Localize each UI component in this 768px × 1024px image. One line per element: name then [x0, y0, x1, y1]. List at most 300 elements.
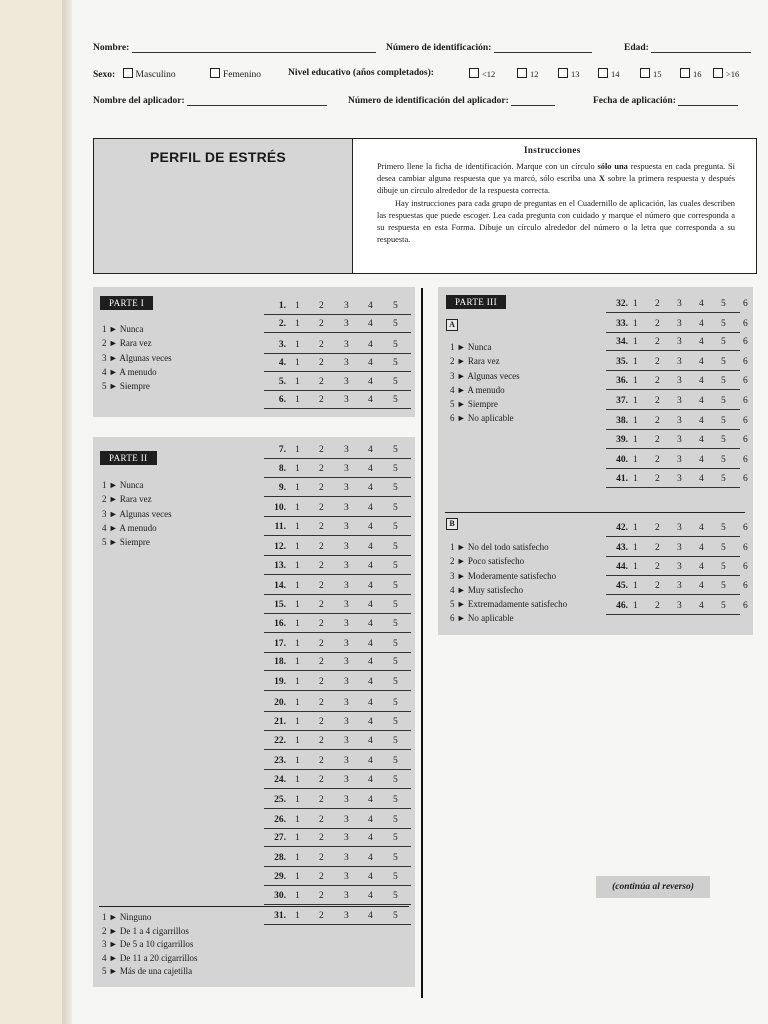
answer-option[interactable]: 5 [393, 377, 398, 387]
parte-3-badge: PARTE III [446, 295, 506, 309]
answer-option[interactable]: 1 [633, 376, 638, 386]
answer-option[interactable]: 1 [295, 698, 300, 708]
answer-option[interactable]: 1 [295, 319, 300, 329]
answer-option[interactable]: 1 [295, 815, 300, 825]
answer-option[interactable]: 3 [344, 340, 349, 350]
num-aplicador-field[interactable] [511, 95, 555, 106]
answer-option[interactable]: 2 [319, 677, 324, 687]
answer-option[interactable]: 2 [655, 581, 660, 591]
answer-option[interactable]: 5 [393, 756, 398, 766]
answer-option[interactable]: 4 [368, 677, 373, 687]
answer-option[interactable]: 1 [295, 377, 300, 387]
answer-option[interactable]: 3 [677, 299, 682, 309]
answer-option[interactable]: 2 [319, 377, 324, 387]
answer-option[interactable]: 4 [368, 483, 373, 493]
answer-option[interactable]: 5 [393, 619, 398, 629]
answer-option[interactable]: 4 [699, 337, 704, 347]
answer-option[interactable]: 4 [368, 319, 373, 329]
femenino-checkbox[interactable] [210, 68, 220, 78]
answer-option[interactable]: 3 [344, 358, 349, 368]
answer-option[interactable]: 4 [368, 395, 373, 405]
answer-option[interactable]: 1 [633, 601, 638, 611]
answer-option[interactable]: 3 [344, 775, 349, 785]
edu-checkbox[interactable] [517, 68, 527, 78]
masculino-checkbox[interactable] [123, 68, 133, 78]
answer-option[interactable]: 5 [721, 337, 726, 347]
answer-row [606, 413, 748, 430]
answer-option[interactable]: 1 [295, 301, 300, 311]
answer-option[interactable]: 6 [743, 581, 748, 591]
answer-option[interactable]: 1 [633, 455, 638, 465]
answer-option[interactable]: 3 [344, 736, 349, 746]
answer-option[interactable]: 6 [743, 474, 748, 484]
answer-option[interactable]: 5 [393, 340, 398, 350]
answer-option[interactable]: 2 [655, 601, 660, 611]
answer-option[interactable]: 5 [393, 319, 398, 329]
answer-option[interactable]: 5 [393, 717, 398, 727]
answer-option[interactable]: 3 [344, 815, 349, 825]
answer-option[interactable]: 4 [368, 717, 373, 727]
answer-option[interactable]: 4 [368, 377, 373, 387]
answer-option[interactable]: 1 [633, 581, 638, 591]
item-number: 29. [274, 872, 286, 882]
answer-option[interactable]: 3 [344, 657, 349, 667]
answer-option[interactable]: 5 [721, 416, 726, 426]
answer-option[interactable]: 6 [743, 543, 748, 553]
answer-option[interactable]: 2 [319, 853, 324, 863]
answer-option[interactable]: 2 [319, 795, 324, 805]
answer-option[interactable]: 5 [721, 581, 726, 591]
answer-option[interactable]: 3 [677, 357, 682, 367]
answer-option[interactable]: 4 [368, 445, 373, 455]
answer-option[interactable]: 5 [721, 396, 726, 406]
answer-row [264, 539, 411, 556]
edu-checkbox[interactable] [680, 68, 690, 78]
answer-option[interactable]: 4 [368, 581, 373, 591]
parte-1-legend: 1 ► Nunca 2 ► Rara vez 3 ► Algunas veces 4 ► A menudo 5 ► Siempre [102, 324, 172, 392]
answer-option[interactable]: 5 [721, 523, 726, 533]
answer-option[interactable]: 5 [393, 657, 398, 667]
answer-option[interactable]: 4 [368, 522, 373, 532]
answer-option[interactable]: 5 [393, 503, 398, 513]
answer-row [264, 695, 411, 712]
answer-option[interactable]: 1 [633, 299, 638, 309]
answer-option[interactable]: 4 [699, 376, 704, 386]
answer-option[interactable]: 1 [633, 474, 638, 484]
answer-option[interactable]: 2 [319, 756, 324, 766]
item-number: 4. [278, 358, 286, 368]
edu-option-gt16[interactable]: >16 [713, 68, 739, 79]
answer-option[interactable]: 1 [633, 523, 638, 533]
answer-option[interactable]: 4 [368, 464, 373, 474]
answer-option[interactable]: 4 [699, 319, 704, 329]
answer-option[interactable]: 1 [633, 337, 638, 347]
answer-option[interactable]: 5 [721, 543, 726, 553]
answer-option[interactable]: 2 [655, 523, 660, 533]
answer-option[interactable]: 3 [344, 445, 349, 455]
answer-option[interactable]: 5 [393, 833, 398, 843]
answer-option[interactable]: 3 [344, 301, 349, 311]
answer-option[interactable]: 6 [743, 562, 748, 572]
item-number: 25. [274, 795, 286, 805]
answer-option[interactable]: 4 [368, 358, 373, 368]
answer-option[interactable]: 5 [393, 775, 398, 785]
edu-option-lt12[interactable]: <12 [469, 68, 495, 79]
answer-option[interactable]: 2 [655, 543, 660, 553]
answer-option[interactable]: 5 [393, 581, 398, 591]
answer-option[interactable]: 2 [319, 891, 324, 901]
answer-option[interactable]: 2 [319, 358, 324, 368]
answer-option[interactable]: 5 [393, 872, 398, 882]
item-number: 11. [274, 522, 286, 532]
answer-option[interactable]: 1 [295, 581, 300, 591]
answer-option[interactable]: 5 [393, 542, 398, 552]
answer-option[interactable]: 1 [295, 464, 300, 474]
answer-option[interactable]: 6 [743, 396, 748, 406]
answer-option[interactable]: 2 [319, 657, 324, 667]
answer-option[interactable]: 5 [393, 522, 398, 532]
answer-option[interactable]: 2 [319, 395, 324, 405]
answer-option[interactable]: 3 [677, 474, 682, 484]
answer-option[interactable]: 3 [344, 756, 349, 766]
answer-option[interactable]: 4 [699, 523, 704, 533]
answer-option[interactable]: 2 [655, 562, 660, 572]
answer-option[interactable]: 1 [295, 717, 300, 727]
answer-option[interactable]: 3 [344, 677, 349, 687]
answer-option[interactable]: 1 [295, 445, 300, 455]
answer-option[interactable]: 6 [743, 435, 748, 445]
answer-option[interactable]: 4 [368, 698, 373, 708]
answer-option[interactable]: 3 [344, 833, 349, 843]
answer-option[interactable]: 2 [655, 474, 660, 484]
answer-option[interactable]: 2 [319, 775, 324, 785]
answer-row [264, 480, 411, 497]
answer-option[interactable]: 4 [368, 775, 373, 785]
answer-row [606, 354, 748, 371]
edu-checkbox[interactable] [640, 68, 650, 78]
answer-option[interactable]: 4 [368, 619, 373, 629]
answer-option[interactable]: 1 [295, 891, 300, 901]
answer-option[interactable]: 3 [344, 872, 349, 882]
answer-option[interactable]: 1 [295, 872, 300, 882]
answer-option[interactable]: 2 [319, 736, 324, 746]
answer-option[interactable]: 5 [393, 853, 398, 863]
answer-option[interactable]: 5 [721, 562, 726, 572]
answer-option[interactable]: 2 [319, 301, 324, 311]
answer-option[interactable]: 4 [368, 657, 373, 667]
answer-option[interactable]: 3 [344, 911, 349, 921]
answer-option[interactable]: 4 [368, 833, 373, 843]
answer-option[interactable]: 4 [368, 600, 373, 610]
answer-option[interactable]: 3 [344, 619, 349, 629]
answer-option[interactable]: 3 [344, 542, 349, 552]
answer-option[interactable]: 5 [393, 795, 398, 805]
answer-option[interactable]: 5 [393, 600, 398, 610]
answer-option[interactable]: 5 [721, 299, 726, 309]
answer-option[interactable]: 2 [319, 503, 324, 513]
answer-option[interactable]: 5 [393, 639, 398, 649]
answer-option[interactable]: 3 [344, 522, 349, 532]
answer-option[interactable]: 3 [344, 853, 349, 863]
answer-option[interactable]: 2 [319, 600, 324, 610]
answer-option[interactable]: 5 [721, 455, 726, 465]
item-number: 41. [616, 474, 628, 484]
answer-option[interactable]: 4 [699, 543, 704, 553]
answer-option[interactable]: 2 [319, 319, 324, 329]
aplicador-field[interactable] [187, 95, 327, 106]
fecha-field[interactable] [678, 95, 738, 106]
answer-option[interactable]: 1 [295, 619, 300, 629]
answer-option[interactable]: 1 [295, 756, 300, 766]
answer-option[interactable]: 3 [344, 698, 349, 708]
answer-option[interactable]: 6 [743, 523, 748, 533]
answer-option[interactable]: 3 [677, 396, 682, 406]
item-number: 45. [616, 581, 628, 591]
answer-option[interactable]: 3 [677, 581, 682, 591]
answer-option[interactable]: 2 [655, 435, 660, 445]
answer-option[interactable]: 5 [721, 435, 726, 445]
answer-option[interactable]: 4 [699, 396, 704, 406]
answer-option[interactable]: 3 [344, 503, 349, 513]
answer-option[interactable]: 5 [393, 911, 398, 921]
answer-row [264, 908, 411, 925]
answer-option[interactable]: 1 [633, 562, 638, 572]
answer-option[interactable]: 4 [368, 639, 373, 649]
answer-option[interactable]: 1 [295, 736, 300, 746]
answer-option[interactable]: 3 [677, 435, 682, 445]
edu-checkbox[interactable] [713, 68, 723, 78]
answer-option[interactable]: 5 [393, 358, 398, 368]
answer-row [264, 830, 411, 847]
answer-option[interactable]: 5 [393, 736, 398, 746]
answer-option[interactable]: 4 [368, 756, 373, 766]
answer-option[interactable]: 1 [633, 543, 638, 553]
answer-option[interactable]: 1 [295, 775, 300, 785]
answer-option[interactable]: 1 [295, 600, 300, 610]
sexo-label: Sexo: [93, 70, 116, 80]
answer-option[interactable]: 4 [368, 542, 373, 552]
answer-option[interactable]: 5 [393, 677, 398, 687]
fecha-row [593, 95, 738, 106]
answer-option[interactable]: 2 [655, 396, 660, 406]
answer-option[interactable]: 4 [699, 474, 704, 484]
answer-option[interactable]: 5 [393, 445, 398, 455]
answer-option[interactable]: 1 [633, 435, 638, 445]
answer-option[interactable]: 5 [393, 561, 398, 571]
answer-option[interactable]: 1 [295, 395, 300, 405]
item-number: 32. [616, 299, 628, 309]
answer-option[interactable]: 4 [368, 340, 373, 350]
answer-option[interactable]: 3 [677, 523, 682, 533]
answer-option[interactable]: 1 [295, 853, 300, 863]
answer-option[interactable]: 4 [368, 561, 373, 571]
answer-option[interactable]: 6 [743, 299, 748, 309]
item-number: 8. [278, 464, 286, 474]
answer-option[interactable]: 3 [677, 543, 682, 553]
answer-option[interactable]: 1 [295, 340, 300, 350]
item-number: 9. [278, 483, 286, 493]
answer-option[interactable]: 1 [295, 833, 300, 843]
answer-option[interactable]: 4 [368, 503, 373, 513]
edu-option-12[interactable]: 12 [517, 68, 539, 79]
answer-option[interactable]: 3 [344, 319, 349, 329]
answer-option[interactable]: 4 [368, 911, 373, 921]
answer-option[interactable]: 4 [368, 301, 373, 311]
answer-option[interactable]: 1 [295, 522, 300, 532]
answer-option[interactable]: 3 [677, 416, 682, 426]
answer-option[interactable]: 1 [295, 911, 300, 921]
answer-option[interactable]: 5 [721, 357, 726, 367]
answer-option[interactable]: 1 [633, 416, 638, 426]
answer-option[interactable]: 4 [699, 416, 704, 426]
answer-option[interactable]: 1 [633, 319, 638, 329]
answer-option[interactable]: 5 [393, 483, 398, 493]
answer-option[interactable]: 4 [368, 853, 373, 863]
answer-option[interactable]: 3 [344, 581, 349, 591]
nombre-field[interactable] [132, 42, 376, 53]
parte-1-badge: PARTE I [100, 296, 153, 310]
edu-option-14[interactable]: 14 [598, 68, 620, 79]
answer-option[interactable]: 4 [699, 455, 704, 465]
femenino-row [210, 68, 261, 80]
answer-option[interactable]: 1 [295, 657, 300, 667]
answer-option[interactable]: 4 [368, 872, 373, 882]
answer-option[interactable]: 3 [344, 464, 349, 474]
answer-option[interactable]: 2 [319, 340, 324, 350]
edu-checkbox[interactable] [558, 68, 568, 78]
answer-option[interactable]: 4 [368, 815, 373, 825]
answer-option[interactable]: 1 [295, 503, 300, 513]
edu-option-16[interactable]: 16 [680, 68, 702, 79]
answer-option[interactable]: 2 [655, 337, 660, 347]
answer-option[interactable]: 4 [699, 581, 704, 591]
answer-option[interactable]: 3 [344, 483, 349, 493]
answer-option[interactable]: 3 [344, 639, 349, 649]
edu-checkbox[interactable] [598, 68, 608, 78]
answer-option[interactable]: 6 [743, 455, 748, 465]
answer-option[interactable]: 5 [721, 474, 726, 484]
answer-option[interactable]: 1 [295, 542, 300, 552]
answer-option[interactable]: 3 [344, 717, 349, 727]
answer-option[interactable]: 2 [319, 833, 324, 843]
answer-option[interactable]: 1 [295, 358, 300, 368]
edad-field[interactable] [651, 42, 751, 53]
answer-option[interactable]: 6 [743, 416, 748, 426]
edu-option-15[interactable]: 15 [640, 68, 662, 79]
answer-option[interactable]: 4 [699, 435, 704, 445]
numero-id-field[interactable] [494, 42, 592, 53]
answer-row [606, 520, 748, 537]
answer-option[interactable]: 1 [295, 561, 300, 571]
answer-row [264, 392, 411, 409]
answer-option[interactable]: 5 [721, 319, 726, 329]
answer-option[interactable]: 2 [319, 542, 324, 552]
answer-option[interactable]: 4 [368, 736, 373, 746]
answer-option[interactable]: 5 [393, 698, 398, 708]
answer-option[interactable]: 4 [368, 795, 373, 805]
answer-option[interactable]: 3 [677, 337, 682, 347]
item-number: 39. [616, 435, 628, 445]
answer-option[interactable]: 2 [319, 639, 324, 649]
answer-option[interactable]: 3 [344, 600, 349, 610]
answer-option[interactable]: 3 [344, 377, 349, 387]
answer-option[interactable]: 2 [319, 561, 324, 571]
answer-option[interactable]: 3 [677, 376, 682, 386]
answer-option[interactable]: 5 [393, 301, 398, 311]
answer-option[interactable]: 2 [319, 445, 324, 455]
answer-option[interactable]: 5 [721, 601, 726, 611]
answer-option[interactable]: 1 [295, 795, 300, 805]
answer-option[interactable]: 2 [319, 483, 324, 493]
answer-option[interactable]: 6 [743, 319, 748, 329]
answer-option[interactable]: 1 [633, 396, 638, 406]
answer-option[interactable]: 5 [721, 376, 726, 386]
item-number: 34. [616, 337, 628, 347]
answer-option[interactable]: 3 [344, 795, 349, 805]
answer-option[interactable]: 4 [699, 562, 704, 572]
edu-option-13[interactable]: 13 [558, 68, 580, 79]
answer-option[interactable]: 2 [319, 872, 324, 882]
answer-option[interactable]: 2 [655, 416, 660, 426]
answer-option[interactable]: 3 [677, 319, 682, 329]
answer-option[interactable]: 2 [319, 619, 324, 629]
answer-option[interactable]: 5 [393, 395, 398, 405]
answer-option[interactable]: 2 [655, 319, 660, 329]
answer-option[interactable]: 3 [344, 891, 349, 901]
item-number: 10. [274, 503, 286, 513]
answer-option[interactable]: 2 [319, 717, 324, 727]
answer-option[interactable]: 5 [393, 891, 398, 901]
answer-option[interactable]: 1 [295, 483, 300, 493]
answer-option[interactable]: 2 [319, 464, 324, 474]
answer-option[interactable]: 3 [677, 601, 682, 611]
answer-option[interactable]: 1 [295, 639, 300, 649]
answer-option[interactable]: 3 [677, 455, 682, 465]
answer-option[interactable]: 3 [677, 562, 682, 572]
aplicador-label: Nombre del aplicador: [93, 96, 185, 106]
item-number: 7. [278, 445, 286, 455]
item-number: 15. [274, 600, 286, 610]
answer-option[interactable]: 2 [655, 376, 660, 386]
answer-option[interactable]: 6 [743, 337, 748, 347]
answer-option[interactable]: 3 [344, 561, 349, 571]
answer-option[interactable]: 1 [633, 357, 638, 367]
answer-row [264, 869, 411, 886]
answer-option[interactable]: 5 [393, 464, 398, 474]
answer-option[interactable]: 6 [743, 376, 748, 386]
answer-option[interactable]: 2 [655, 299, 660, 309]
answer-option[interactable]: 3 [344, 395, 349, 405]
answer-option[interactable]: 2 [319, 581, 324, 591]
answer-option[interactable]: 6 [743, 357, 748, 367]
edu-checkbox[interactable] [469, 68, 479, 78]
answer-option[interactable]: 5 [393, 815, 398, 825]
answer-option[interactable]: 2 [319, 698, 324, 708]
num-aplicador-row [348, 95, 555, 106]
answer-option[interactable]: 4 [368, 891, 373, 901]
answer-option[interactable]: 4 [699, 357, 704, 367]
answer-option[interactable]: 4 [699, 299, 704, 309]
answer-option[interactable]: 2 [319, 911, 324, 921]
answer-option[interactable]: 2 [319, 815, 324, 825]
answer-option[interactable]: 1 [295, 677, 300, 687]
answer-option[interactable]: 2 [655, 455, 660, 465]
answer-option[interactable]: 2 [319, 522, 324, 532]
edad-row [624, 42, 751, 53]
answer-option[interactable]: 2 [655, 357, 660, 367]
answer-option[interactable]: 6 [743, 601, 748, 611]
answer-option[interactable]: 4 [699, 601, 704, 611]
